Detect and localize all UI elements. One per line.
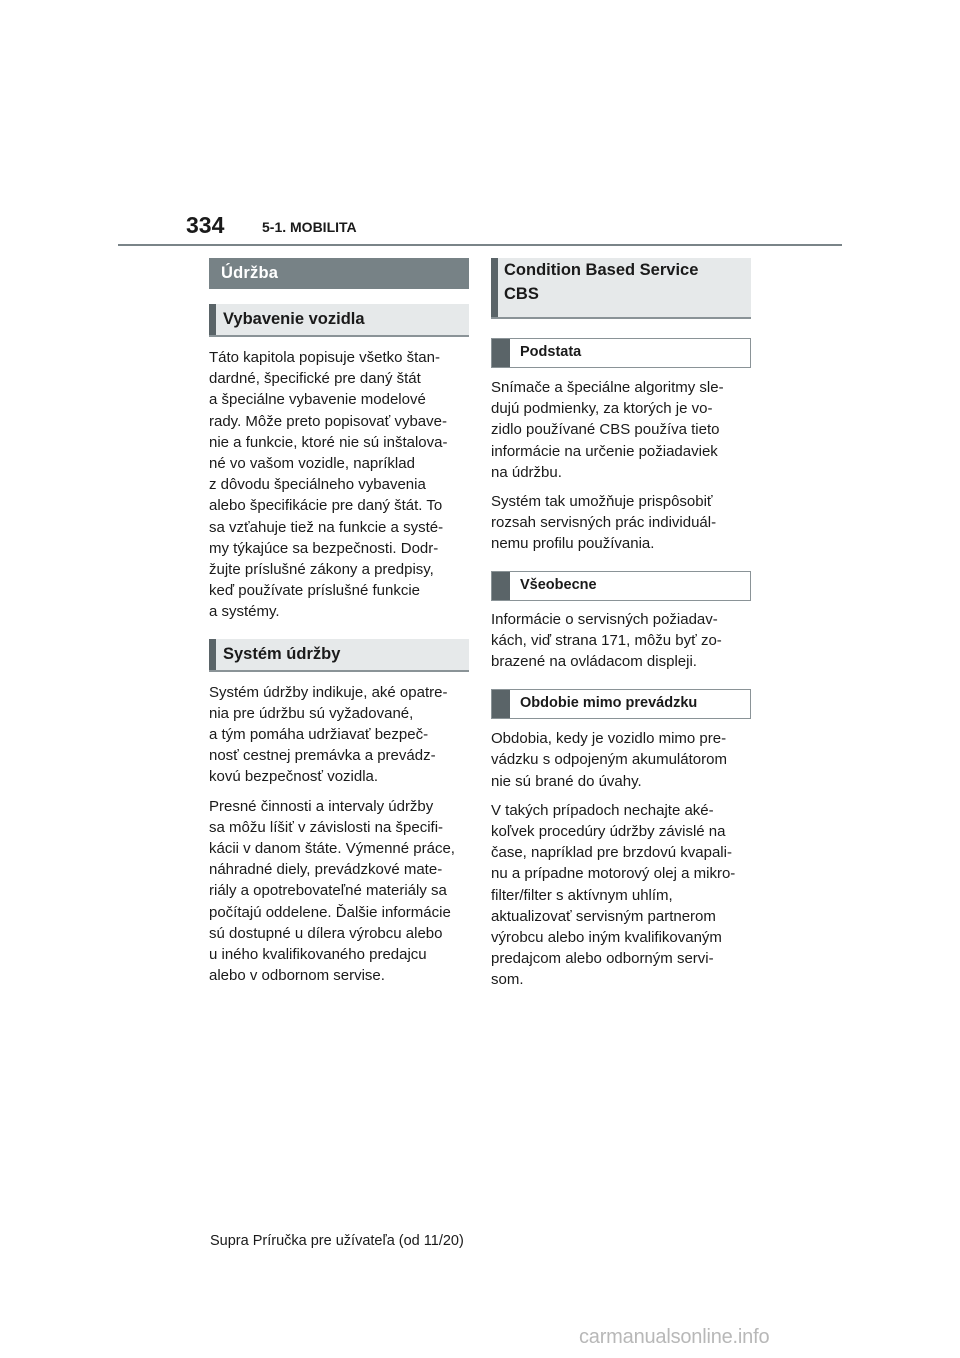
section-label: 5-1. MOBILITA: [262, 219, 357, 235]
subheading-system-udrzby: Systém údržby: [209, 639, 469, 672]
section-title-udrzba: Údržba: [209, 258, 469, 289]
header-rule: [118, 244, 842, 246]
right-column: [491, 258, 751, 991]
paragraph-obdobie: Obdobia, kedy je vozidlo mimo pre- vádzku s odpojeným akumulátorom nie sú brané do úvahy.: [491, 730, 727, 790]
paragraph-podstata: Snímače a špeciálne algoritmy sle- dujú podmienky, za ktorých je vo- zidlo používané CBS používa tieto informácie na určenie požiadaviek na údržbu.: [491, 379, 724, 481]
paragraph-system-udrzby: Systém údržby indikuje, aké opatre- nia pre údržbu sú vyžadované, a tým pomáha udržiavať bezpeč- nosť cestnej premávka a prevádz- kovú bezpečnosť vozidla.: [209, 683, 448, 786]
paragraph-procedury: V takých prípadoch nechajte aké- koľvek procedúry údržby závislé na čase, napríklad pre brzdovú kvapali- nu a prípadne motorový olej a mikro- filter/filter s aktívnym uhlím, aktualizovať servisným partnerom výrobcu alebo iným kvalifikovaným predajcom alebo odborným servi- som.: [491, 801, 736, 989]
section-title-cbs: Condition Based Service CBS: [491, 258, 751, 319]
box-heading-vseobecne: Všeobecne: [491, 571, 751, 601]
box-heading-podstata: Podstata: [491, 338, 751, 368]
paragraph-vseobecne: Informácie o servisných požiadav- kách, viď strana 171, môžu byť zo- brazené na ovládacom displeji.: [491, 610, 722, 671]
subheading-vybavenie-vozidla: Vybavenie vozidla: [209, 304, 469, 337]
page-number: 334: [186, 212, 225, 238]
box-heading-obdobie: Obdobie mimo prevádzku: [491, 689, 751, 719]
paragraph-presne-cinnosti: Presné činnosti a intervaly údržby sa môžu líšiť v závislosti na špecifi- kácii v danom štáte. Výmenné práce, náhradné diely, prevádzkové mate- riály a opotrebovateľné materiály sa počítajú oddelene. Ďalšie informácie sú dostupné u dílera výrobcu alebo u iného kvalifikovaného predajcu alebo v odbornom servise.: [209, 797, 455, 985]
left-column: [209, 258, 469, 986]
paragraph-vybavenie: Táto kapitola popisuje všetko štan- dardné, špecifické pre daný štát a špeciálne vybavenie modelové rady. Môže preto popisovať vybave- nie a funkcie, ktoré nie sú inštalova- né vo vašom vozidle, napríklad z dôvodu špeciálneho vybavenia alebo špecifikácie pre daný štát. To sa vzťahuje tiež na funkcie a systé- my týkajúce sa bezpečnosti. Dodr- žujte príslušné zákony a predpisy, keď používate príslušné funkcie a systémy.: [209, 349, 448, 621]
watermark: carmanualsonline.info: [579, 1326, 770, 1348]
paragraph-prisposobit: Systém tak umožňuje prispôsobiť rozsah servisných prác individuál- nemu profilu používania.: [491, 493, 717, 553]
footer-text: Supra Príručka pre užívateľa (od 11/20): [210, 1233, 464, 1249]
